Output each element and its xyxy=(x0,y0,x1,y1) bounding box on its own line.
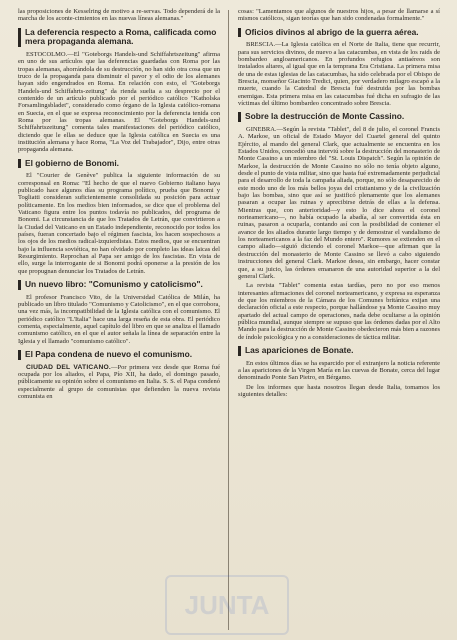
article-cassino-body-2: La revista "Tablet" comenta estas tardías, pero no por eso menos interesantes afirmaciones del coronel norteamericano, y expresa su esperanza de que los miembros de la Cámara de los Comunes británica exijan una declaración oficial a este respecto, porque hallándose ya Monte Cassino muy apartado del actual campo de operaciones, nada debe ocultarse a la opinión pública mundial, aunque siempre se supuso que las órdenes dadas por el Alto Mando para la destrucción de Monte Cassino obedecieron más bien a razones de índole psicológica y no a consideraciones de táctica militar. xyxy=(238,282,440,341)
column-divider xyxy=(228,10,229,630)
headline-libro: Un nuevo libro: "Comunismo y catolicismo". xyxy=(18,280,220,290)
headline-papa: El Papa condena de nuevo el comunismo. xyxy=(18,350,220,360)
headline-roma: La deferencia respecto a Roma, calificada como mera propaganda alemana. xyxy=(18,28,220,47)
article-roma-body: ESTOCOLMO.—El "Goteborgs Handels-und Schiffahrtszeitung" afirma en uno de sus artículos que las deferencias guardadas con Roma por las tropas alemanas, ahorrándola de su destrucción, no han sido otra cosa que un truco de la propaganda para disminuir el pavor y el odio de los alemanes hayan sido engendrados en Roma. En relación con esto, el "Goteborgs Handels-und Schiffahrts-zeitung" da rienda suelta a su desprecio por el contenido de un artículo publicado por el periódico católico "Katholska Forsamlingsbladet", considerado como órgano de la Iglesia católico-romana en Suecia, en el que se expresa reconocimiento por la deferencia tenida con Roma por las tropas alemanas. El "Goteborgs Handels-und Schiffahrtszeitung" comenta tales manifestaciones del periódico católico, diciendo que le ellas se deduce que la Iglesia católica en Suecia es una institución alemana y hace Roma, "La Voz del Trabajador", Dijo, entre otras propaganda alemana. xyxy=(18,50,220,154)
article-papa-text: —Por primera vez desde que Roma fué ocupada por los aliados, el Papa, Pío XII, ha dado, el domingo pasado, públicamente su opinión sobre el comunismo en Italia. S. S. el Papa condenó especialmente al grupo de comunistas que defienden la nueva revista comunista en xyxy=(18,363,221,401)
intro-text: las proposiciones de Kesselring de motivo a re-servas. Todo dependerá de la marcha de los aconte-cimientos en las nuevas líneas alemanas." xyxy=(18,8,220,23)
right-column xyxy=(238,8,440,400)
left-column xyxy=(18,8,220,402)
article-oficios-body: BRESCIA.—La Iglesia católica en el Norte de Italia, tiene que recurrir, para sus servicios divinos, de nuevo a las catacumbas, en vista de los raids de bombardeo angloamericanos. En profundos refugios antiaéreos son instalados altares, al igual que en la temprana Era Cristiana. La primera misa de una de estas iglesias de las catacumbas, ha sido celebrada por el Obispo de Brescia, monseñor Giacinto Tredici, quien, por verdadero milagro escapó a la muerte, cuando la Catedral de Brescia fué destruida por las bombas enemigas. Esta primera misa en las catacumbas fué dicha en sufragio de las víctimas del último bombardeo concentrado sobre Brescia. xyxy=(238,41,440,108)
watermark-stamp: JUNTA xyxy=(165,575,289,635)
headline-cassino: Sobre la destrucción de Monte Cassino. xyxy=(238,112,440,122)
dateline-vaticano: CIUDAD DEL VATICANO. xyxy=(26,363,111,371)
headline-bonate: Las apariciones de Bonate. xyxy=(238,346,440,356)
article-cassino-body-1: GINEBRA.—Según la revista "Tablet", del 8 de julio, el coronel Francis A. Markoe, un oficial de Estado Mayor del Cuartel general del quinto Ejército, al mando del general Clark, que actualmente se encuentra en los Estados Unidos, concedió una interviú sobre la destrucción del monasterio de Monte Cassino a un miembro del "St. Louis Dispatch". Según la opinión de Markoe, la destrucción de Monte Cassino no sólo no tenía objeto alguno, desde el punto de vista militar, sino que hasta fué extremadamente perjudicial para el desarrollo de toda la campaña aliada, porque, no sólo desaparecido de este modo uno de los más bellos joyas del cristianismo y de la civilización bajo las bombas, sino que así se justificó plenamente que los alemanes pasaran a ocupar las ruinas y aprecibirse detrás de ellas a la defensa. Mientras que, con anterioridad—y esto lo dice ahora el coronel norteamericano—, no había ocupado la abadía, al ser convertida ésta en ruinas, pasaron a ocuparla, contando así con la posibilidad de contener el avance de los aliados durante largo tiempo y de demostrar el vandalismo de los norteamericanos a la faz del Mundo entero". Rumores se extienden en el campo aliado—siguió diciendo el coronel Markoe—que afirman que la destrucción del monasterio de Monte Cassino se llevó a cabo siguiendo instrucciones del general Clark. Markoe desea, sin embargo, hacer constar que, a su juicio, las órdenes emanaron de una autoridad superior a la del general Clark. xyxy=(238,125,440,280)
headline-oficios: Oficios divinos al abrigo de la guerra aérea. xyxy=(238,28,440,38)
article-bonate-body-2: De los informes que hasta nosotros llegan desde Italia, tomamos los siguientes detalles: xyxy=(238,383,440,398)
continuation-text: cosas: "Lamentamos que algunos de nuestros hijos, a pesar de llamarse a sí mismos católicos, sigan teorías que han sido condenadas formalmente." xyxy=(238,8,440,23)
article-libro-body: El profesor Francisco Vito, de la Universidad Católica de Milán, ha publicado un libro titulado "Comunismo y Catolicismo", en el que corrobora, una vez más, la incompatibilidad de la Iglesia católica con el comunismo. El periódico católico "L'Italia" hace una larga reseña de esta obra. El periódico comenta, especialmente, aquel capítulo del libro en que se analiza el llamado comunismo católico, en el que el autor señala la línea de separación entre la Iglesia y el llamado "comunismo católico". xyxy=(18,293,220,345)
headline-bonomi: El gobierno de Bonomi. xyxy=(18,159,220,169)
article-bonomi-body: El "Courier de Genève" publica la siguiente información de su corresponsal en Roma: "El hecho de que el nuevo Gobierno italiano haya publicado hace algunos días su programa político, prueba que Bonomi y Togliatti consideran suficientemente consolidada su posición para actuar políticamente. En los medios bien informados, se dice que el problema del Vaticano figura entre los puntos todavía no publicados, del programa de Bonomi. La circunstancia de que los Tratados de Letrán, que convirtieron a la Ciudad del Vaticano en un Estado independiente, reconocido por todos los países, fueran concertado bajo el régimen fascista, los hacen sospechosos a los ojos de los medios radical-izquierdistas. Estos medios, que se encuentran bajo la influencia soviética, no han olvidado por completo las ideas laicas del Resurgimiento. Reprochan al Papa ser amigo de los fascistas. En vista de ello, surge la interrogante de si Bonomi podrá oponerse a la presión de los que propugnan denunciar los Tratados de Letrán. xyxy=(18,172,220,275)
article-bonate-body-1: En estos últimos días se ha esparcido por el extranjero la noticia referente a las apariciones de la Virgen María en las cuevas de Bonate, cerca del lugar denominado Ponte San Pietro, en Bérgamo. xyxy=(238,359,440,382)
article-papa-body xyxy=(18,364,220,401)
